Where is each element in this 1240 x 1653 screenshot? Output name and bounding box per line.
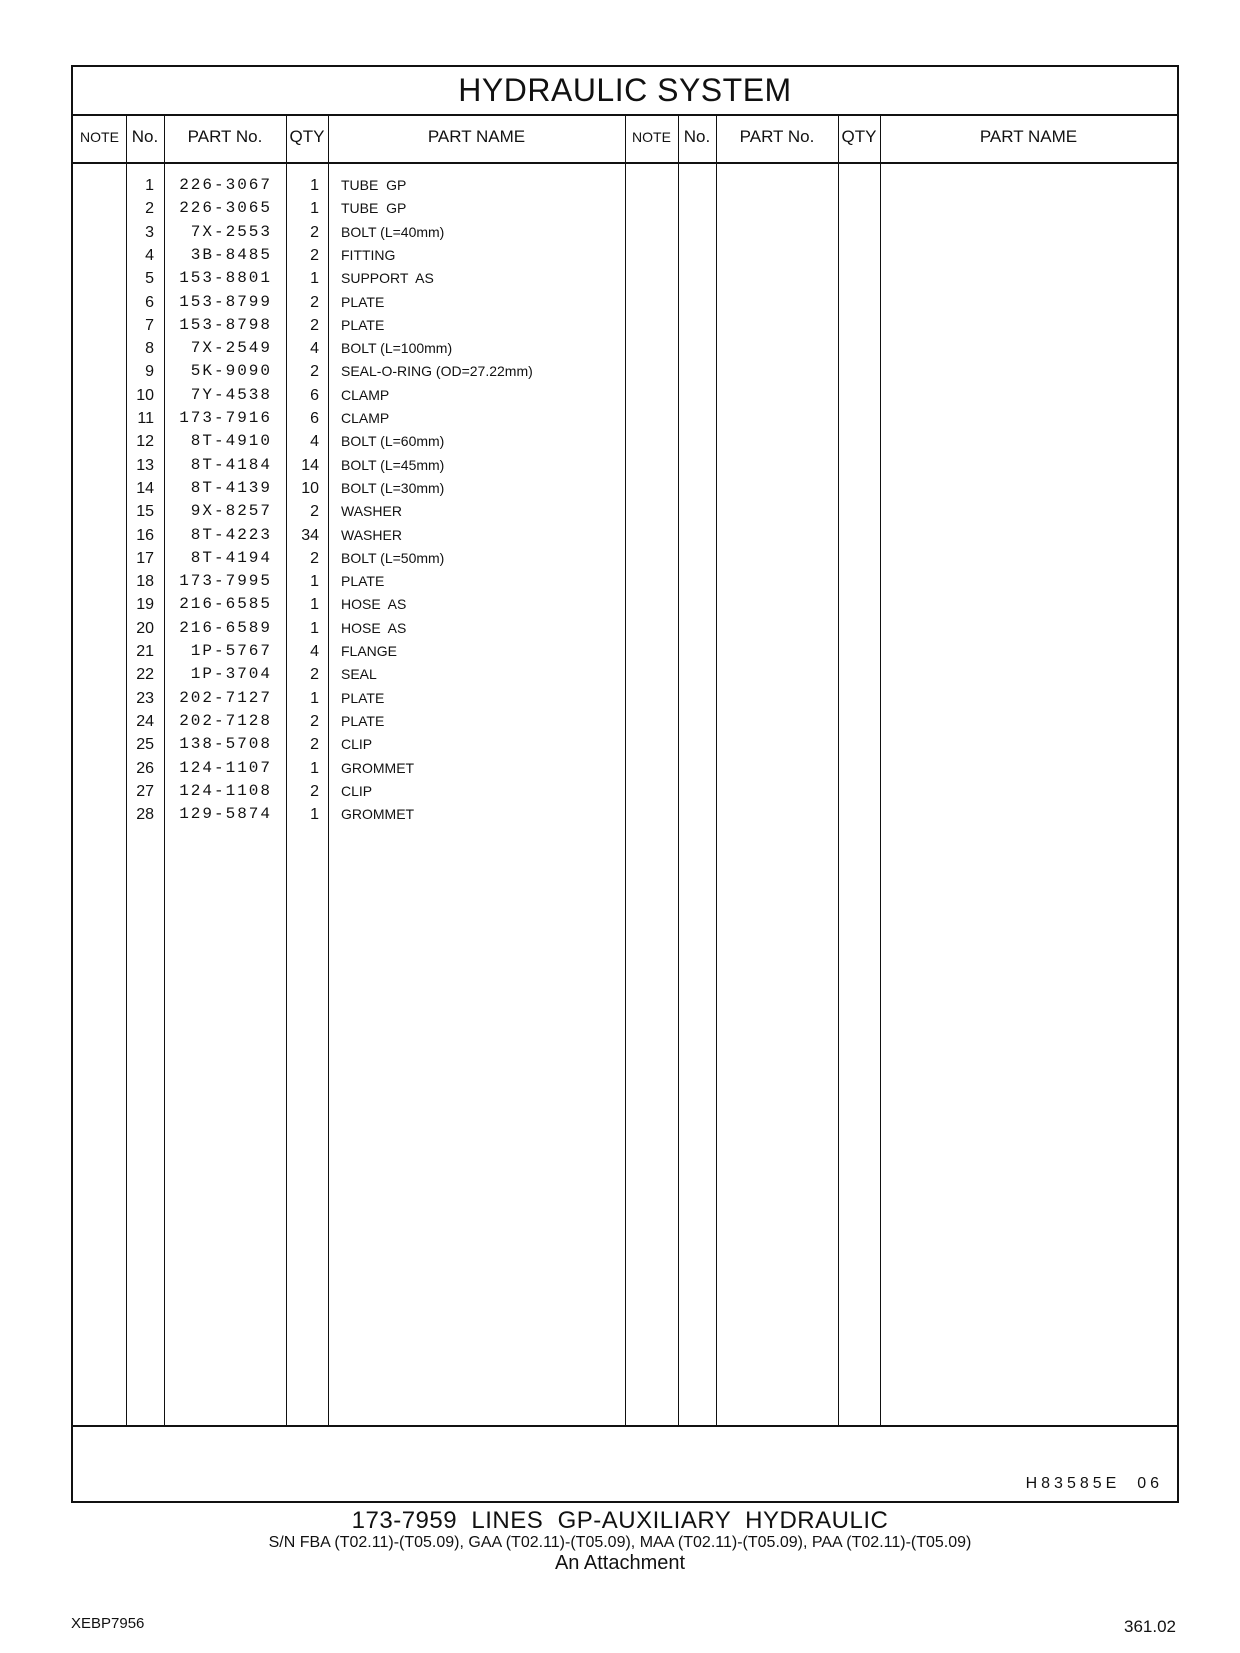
part-quantity: 10 bbox=[301, 479, 319, 497]
table-row bbox=[73, 267, 1177, 290]
part-number: 202-7128 bbox=[179, 711, 272, 730]
part-name: PLATE bbox=[341, 712, 385, 729]
part-quantity: 2 bbox=[310, 223, 319, 241]
table-row bbox=[73, 524, 1177, 547]
part-name: PLATE bbox=[341, 573, 385, 590]
parts-list-frame bbox=[71, 65, 1179, 1503]
part-item-number: 17 bbox=[136, 549, 154, 567]
table-row bbox=[73, 640, 1177, 663]
part-number: 8T-4194 bbox=[190, 548, 272, 567]
part-name: BOLT (L=45mm) bbox=[341, 456, 445, 473]
part-number: 138-5708 bbox=[179, 735, 272, 754]
part-number: 8T-4223 bbox=[190, 525, 272, 544]
part-quantity: 2 bbox=[310, 246, 319, 264]
table-row bbox=[73, 454, 1177, 477]
table-row bbox=[73, 803, 1177, 826]
part-name: FITTING bbox=[341, 246, 396, 263]
part-item-number: 18 bbox=[136, 573, 154, 591]
header-no-right: No. bbox=[683, 127, 711, 146]
header-no: No. bbox=[131, 127, 159, 146]
part-item-number: 3 bbox=[145, 223, 154, 241]
part-quantity: 1 bbox=[310, 759, 319, 777]
part-name: FLANGE bbox=[341, 643, 398, 659]
part-quantity: 6 bbox=[310, 386, 319, 404]
part-name: GROMMET bbox=[341, 806, 415, 823]
part-item-number: 7 bbox=[145, 316, 154, 334]
table-row bbox=[73, 337, 1177, 360]
part-item-number: 15 bbox=[136, 503, 154, 521]
part-item-number: 14 bbox=[136, 479, 154, 497]
table-row bbox=[73, 733, 1177, 756]
header-note-right: NOTE bbox=[632, 129, 671, 145]
page-title: HYDRAULIC SYSTEM bbox=[73, 67, 1177, 116]
part-item-number: 26 bbox=[136, 759, 154, 777]
part-name: HOSE AS bbox=[341, 596, 407, 613]
part-name: BOLT (L=50mm) bbox=[341, 549, 445, 566]
part-number: 7X-2553 bbox=[190, 222, 272, 241]
table-row bbox=[73, 244, 1177, 267]
table-row bbox=[73, 477, 1177, 500]
part-name: WASHER bbox=[341, 526, 402, 543]
header-note: NOTE bbox=[80, 129, 119, 145]
part-name: SEAL bbox=[341, 666, 377, 683]
header-part-no: PART No. bbox=[187, 127, 263, 146]
table-row bbox=[73, 570, 1177, 593]
part-number: 216-6585 bbox=[179, 595, 272, 614]
part-item-number: 19 bbox=[136, 596, 154, 614]
table-row bbox=[73, 617, 1177, 640]
part-name: GROMMET bbox=[341, 759, 415, 776]
table-row bbox=[73, 430, 1177, 453]
part-number: 7Y-4538 bbox=[190, 385, 272, 404]
part-name: BOLT (L=30mm) bbox=[341, 479, 445, 496]
part-name: CLIP bbox=[341, 782, 373, 799]
part-item-number: 24 bbox=[136, 712, 154, 730]
part-quantity: 2 bbox=[310, 549, 319, 567]
part-number: 5K-9090 bbox=[190, 362, 272, 381]
header-part-name: PART NAME bbox=[427, 127, 526, 146]
part-name: BOLT (L=60mm) bbox=[341, 433, 445, 450]
document-number: XEBP7956 bbox=[71, 1615, 145, 1632]
part-name: BOLT (L=40mm) bbox=[341, 223, 445, 240]
table-row bbox=[73, 384, 1177, 407]
table-row bbox=[73, 314, 1177, 337]
part-quantity: 14 bbox=[301, 456, 319, 474]
part-quantity: 1 bbox=[310, 596, 319, 614]
part-item-number: 5 bbox=[145, 270, 154, 288]
table-row bbox=[73, 663, 1177, 686]
part-number: 3B-8485 bbox=[190, 245, 272, 264]
part-quantity: 2 bbox=[310, 666, 319, 684]
part-number: 129-5874 bbox=[179, 805, 272, 824]
part-number: 124-1108 bbox=[179, 781, 272, 800]
part-quantity: 4 bbox=[310, 643, 319, 660]
part-item-number: 16 bbox=[136, 526, 154, 544]
part-quantity: 2 bbox=[310, 293, 319, 311]
part-name: PLATE bbox=[341, 316, 385, 333]
part-item-number: 20 bbox=[136, 619, 154, 637]
part-number: 153-8801 bbox=[179, 269, 272, 288]
part-quantity: 2 bbox=[310, 363, 319, 381]
part-item-number: 25 bbox=[136, 736, 154, 754]
serial-numbers: S/N FBA (T02.11)-(T05.09), GAA (T02.11)-(T05.09), MAA (T02.11)-(T05.09), PAA (T02.11)-(T05.09) bbox=[268, 1534, 972, 1551]
part-number: 8T-4139 bbox=[190, 478, 272, 497]
part-item-number: 10 bbox=[136, 386, 154, 404]
part-quantity: 1 bbox=[310, 270, 319, 288]
part-quantity: 2 bbox=[310, 736, 319, 754]
part-name: SEAL-O-RING (OD=27.22mm) bbox=[341, 363, 533, 380]
group-title: 173-7959 LINES GP-AUXILIARY HYDRAULIC bbox=[351, 1507, 889, 1534]
page-number: 361.02 bbox=[1124, 1617, 1176, 1636]
table-row bbox=[73, 780, 1177, 803]
part-item-number: 4 bbox=[145, 246, 154, 264]
part-item-number: 12 bbox=[136, 433, 154, 451]
part-quantity: 1 bbox=[310, 619, 319, 637]
table-row bbox=[73, 757, 1177, 780]
part-quantity: 2 bbox=[310, 316, 319, 334]
part-item-number: 8 bbox=[145, 340, 154, 358]
part-item-number: 22 bbox=[136, 666, 154, 684]
part-name: WASHER bbox=[341, 503, 402, 520]
header-part-no-right: PART No. bbox=[739, 127, 815, 146]
part-item-number: 27 bbox=[136, 782, 154, 800]
part-name: SUPPORT AS bbox=[341, 270, 434, 287]
attachment-note: An Attachment bbox=[554, 1552, 686, 1574]
part-number: 1P-3704 bbox=[190, 665, 272, 684]
part-item-number: 6 bbox=[145, 293, 154, 311]
table-bottom-rule bbox=[73, 1425, 1177, 1427]
part-quantity: 4 bbox=[310, 433, 319, 451]
part-number: 9X-8257 bbox=[190, 502, 272, 521]
part-name: PLATE bbox=[341, 689, 385, 706]
table-row bbox=[73, 360, 1177, 383]
part-name: PLATE bbox=[341, 293, 385, 310]
part-quantity: 1 bbox=[310, 200, 319, 218]
part-item-number: 21 bbox=[136, 643, 154, 660]
part-quantity: 2 bbox=[310, 503, 319, 521]
table-row bbox=[73, 500, 1177, 523]
part-item-number: 11 bbox=[137, 410, 154, 427]
table-row bbox=[73, 291, 1177, 314]
part-number: 226-3065 bbox=[179, 199, 272, 218]
table-row bbox=[73, 687, 1177, 710]
part-number: 153-8799 bbox=[179, 292, 272, 311]
part-item-number: 13 bbox=[136, 456, 154, 474]
part-number: 1P-5767 bbox=[190, 642, 272, 660]
table-row bbox=[73, 407, 1177, 430]
part-number: 226-3067 bbox=[179, 176, 272, 194]
part-quantity: 1 bbox=[310, 177, 319, 194]
part-name: TUBE GP bbox=[341, 177, 407, 193]
table-row bbox=[73, 221, 1177, 244]
part-number: 8T-4910 bbox=[190, 432, 272, 451]
part-quantity: 4 bbox=[310, 340, 319, 358]
part-number: 173-7995 bbox=[179, 572, 272, 591]
part-item-number: 1 bbox=[145, 177, 154, 194]
table-row bbox=[73, 710, 1177, 733]
drawing-code: H83585E 06 bbox=[1025, 1475, 1163, 1492]
part-quantity: 1 bbox=[310, 689, 319, 707]
header-qty: QTY bbox=[289, 127, 325, 146]
part-quantity: 2 bbox=[310, 712, 319, 730]
part-number: 153-8798 bbox=[179, 315, 272, 334]
part-number: 173-7916 bbox=[179, 409, 272, 427]
part-name: HOSE AS bbox=[341, 619, 407, 636]
part-quantity: 34 bbox=[301, 526, 319, 544]
header-qty-right: QTY bbox=[841, 127, 877, 146]
part-name: CLIP bbox=[341, 736, 373, 753]
part-number: 124-1107 bbox=[179, 758, 272, 777]
part-number: 7X-2549 bbox=[190, 339, 272, 358]
part-name: CLAMP bbox=[341, 410, 390, 426]
header-part-name-right: PART NAME bbox=[979, 127, 1078, 146]
part-name: CLAMP bbox=[341, 386, 390, 403]
part-number: 216-6589 bbox=[179, 618, 272, 637]
part-name: BOLT (L=100mm) bbox=[341, 340, 453, 357]
table-row bbox=[73, 547, 1177, 570]
part-item-number: 28 bbox=[136, 806, 154, 824]
table-row bbox=[73, 174, 1177, 197]
part-quantity: 1 bbox=[310, 806, 319, 824]
part-number: 8T-4184 bbox=[190, 455, 272, 474]
part-quantity: 2 bbox=[310, 782, 319, 800]
part-number: 202-7127 bbox=[179, 688, 272, 707]
part-item-number: 2 bbox=[145, 200, 154, 218]
part-item-number: 9 bbox=[145, 363, 154, 381]
part-quantity: 1 bbox=[310, 573, 319, 591]
part-item-number: 23 bbox=[136, 689, 154, 707]
table-row bbox=[73, 593, 1177, 616]
part-name: TUBE GP bbox=[341, 200, 407, 217]
table-row bbox=[73, 197, 1177, 220]
part-quantity: 6 bbox=[310, 410, 319, 427]
